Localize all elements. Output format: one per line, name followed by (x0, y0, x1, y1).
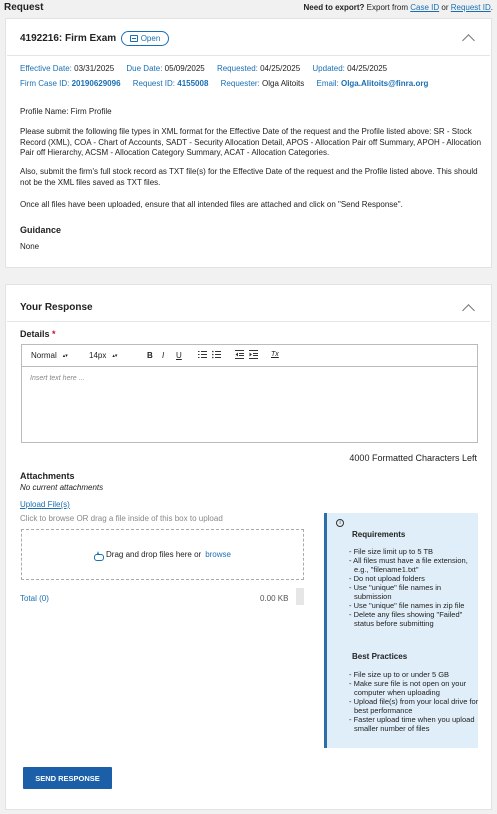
list-item: - File size limit up to 5 TB (349, 547, 434, 556)
list-item: - Delete any files showing "Failed" status before submitting (349, 610, 463, 628)
send-response-button[interactable]: SEND RESPONSE (23, 767, 112, 789)
requester-value: Olga Alitoits (262, 79, 305, 88)
updated-value: 04/25/2025 (347, 64, 388, 73)
or-text: or (441, 3, 449, 12)
requirements-list (349, 547, 479, 628)
response-title: Your Response (20, 302, 93, 313)
instructions-paragraph-3: Once all files have been uploaded, ensure that all intended files are attached and click on "Send Response". (20, 200, 403, 209)
updated-label: Updated: (312, 64, 345, 73)
bullet-list-icon[interactable] (212, 350, 220, 359)
export-request-id-link[interactable]: Request ID (450, 3, 491, 12)
underline-button[interactable]: U (176, 351, 182, 360)
export-case-id-link[interactable]: Case ID (410, 3, 440, 12)
email-label: Email: (316, 79, 339, 88)
list-item: - Use "unique" file names in submission (349, 583, 442, 601)
upload-info-panel (324, 513, 478, 748)
effective-date-value: 03/31/2025 (74, 64, 115, 73)
indent-icon[interactable] (249, 350, 258, 361)
total-files-label: Total (0) (20, 594, 49, 603)
instructions-paragraph-1: Please submit the following file types in XML format for the Effective Date of the request and the Profile listed above: SR - Stock Record (XML), COA - Chart of Accounts, SADT - Security Allocation Detail, APOS - Allocation Pair off Summary, APOH - Allocation Pair off Hierarchy, ACSM - Allocation Category Summary, ACAT - Allocation Categories. (20, 127, 482, 157)
details-editor (21, 344, 478, 443)
status-badge-label: Open (140, 34, 161, 43)
editor-placeholder[interactable]: Insert text here ... (30, 375, 85, 382)
request-card (5, 18, 492, 268)
response-card (5, 284, 492, 810)
editor-toolbar (22, 345, 477, 367)
no-attachments-text: No current attachments (20, 483, 104, 492)
bold-button[interactable]: B (147, 351, 153, 360)
export-prefix: Need to export? (303, 3, 365, 12)
total-size-bar (296, 588, 304, 605)
file-dropzone[interactable] (21, 529, 304, 580)
list-item: - Faster upload time when you upload smaller number of files (349, 715, 475, 733)
list-item: - Make sure file is not open on your computer when uploading (349, 679, 467, 697)
instructions-paragraph-2: Also, submit the firm's full stock record as TXT file(s) for the Effective Date of the request and the Profile listed above. This should not be the XML files saved as TXT files. (20, 167, 478, 187)
outdent-icon[interactable] (235, 350, 244, 361)
effective-date-label: Effective Date: (20, 64, 72, 73)
guidance-text: None (20, 242, 40, 251)
request-id-link[interactable]: 4155008 (177, 79, 209, 88)
info-icon: i (336, 519, 344, 527)
status-badge (121, 31, 169, 46)
list-item: - Do not upload folders (349, 574, 425, 583)
due-date-value: 05/09/2025 (164, 64, 205, 73)
total-size: 0.00 KB (260, 594, 289, 603)
italic-button[interactable]: I (162, 351, 165, 360)
export-options (304, 3, 493, 12)
inbox-icon (130, 35, 138, 42)
required-mark: * (52, 329, 56, 339)
clear-format-button[interactable]: Tx (271, 351, 279, 358)
chevron-up-icon[interactable] (462, 304, 475, 317)
period: . (490, 3, 493, 12)
ordered-list-icon[interactable] (198, 350, 206, 359)
list-item: - Upload file(s) from your local drive for best performance (349, 697, 479, 715)
request-id-label: Request ID: (132, 79, 176, 88)
requested-value: 04/25/2025 (260, 64, 301, 73)
requested-label: Requested: (216, 64, 258, 73)
divider (7, 55, 490, 56)
firm-case-id-label: Firm Case ID: (20, 79, 70, 88)
upload-hint: Click to browse OR drag a file inside of this box to upload (20, 514, 223, 523)
request-meta-row2 (20, 79, 438, 88)
guidance-heading: Guidance (20, 225, 62, 235)
requester-label: Requester: (220, 79, 260, 88)
list-item: - Use "unique" file names in zip file (349, 601, 465, 610)
best-practices-list (349, 670, 479, 733)
best-practices-heading: Best Practices (352, 652, 408, 661)
upload-cloud-icon (94, 551, 102, 559)
details-label (20, 329, 56, 339)
upload-files-link[interactable]: Upload File(s) (20, 500, 70, 509)
page-title: Request (4, 2, 44, 13)
dropzone-text: Drag and drop files here or (106, 550, 202, 559)
details-label-text: Details (20, 329, 50, 339)
chevron-up-icon[interactable] (462, 34, 475, 47)
firm-case-id-link[interactable]: 20190629096 (71, 79, 121, 88)
request-title: 4192216: Firm Exam (20, 33, 117, 44)
divider (7, 321, 490, 322)
char-count: 4000 Formatted Characters Left (349, 453, 477, 463)
size-select[interactable]: 14px ▴▾ (89, 351, 117, 360)
due-date-label: Due Date: (126, 64, 163, 73)
top-bar (0, 0, 497, 16)
list-item: - All files must have a file extension, e.g., "filename1.txt" (349, 556, 468, 574)
export-text: Export from (366, 3, 408, 12)
email-link[interactable]: Olga.Alitoits@finra.org (340, 79, 429, 88)
request-meta-row1 (20, 64, 397, 73)
requirements-heading: Requirements (352, 530, 406, 539)
profile-name: Profile Name: Firm Profile (20, 107, 112, 116)
attachments-label: Attachments (20, 471, 75, 481)
style-select[interactable]: Normal ▴▾ (31, 351, 68, 360)
browse-link[interactable]: browse (205, 550, 231, 559)
list-item: - File size up to or under 5 GB (349, 670, 450, 679)
